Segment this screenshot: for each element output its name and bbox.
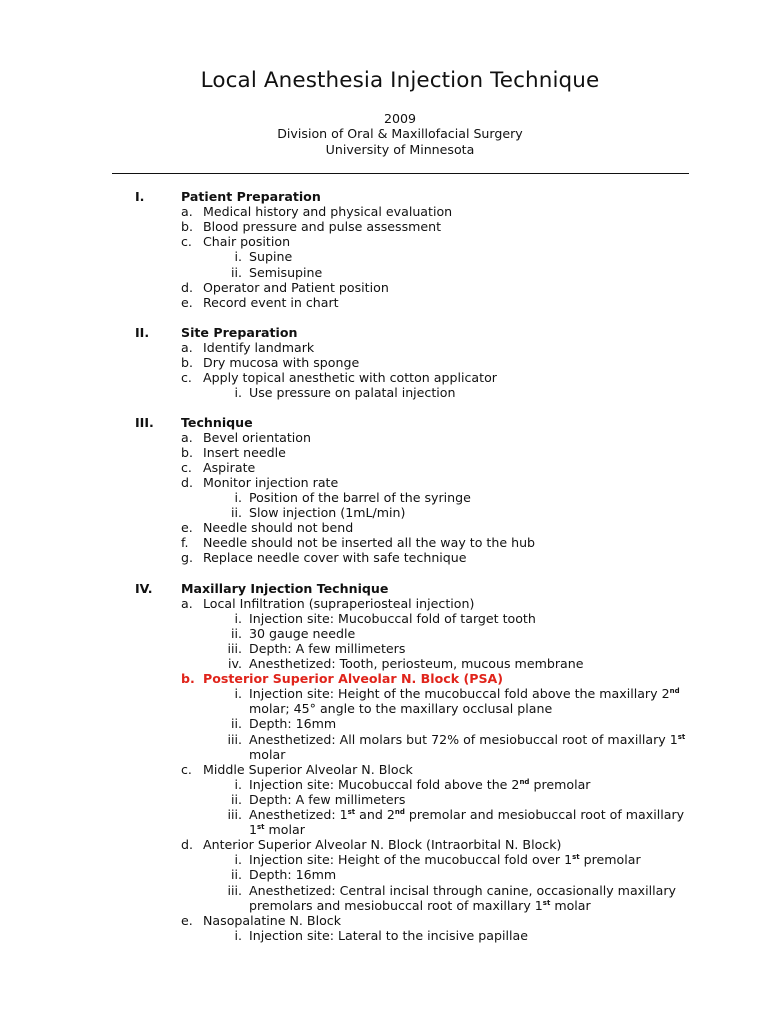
- superscript: st: [257, 823, 265, 832]
- item-marker: d.: [181, 837, 193, 853]
- sub-item-continuation: molar: [249, 746, 286, 762]
- sub-item-marker: i.: [234, 927, 242, 943]
- item-marker: g.: [181, 550, 193, 566]
- item-marker: d.: [181, 474, 193, 490]
- sub-item-text: Depth: 16mm: [249, 716, 337, 732]
- sub-item-text: Injection site: Mucobuccal fold of target tooth: [249, 610, 536, 626]
- sub-item-marker: i.: [234, 686, 242, 702]
- sub-item-text: Depth: 16mm: [249, 867, 337, 883]
- item-text: Needle should not bend: [203, 520, 354, 536]
- sub-item-marker: iii.: [227, 882, 242, 898]
- item-text: Middle Superior Alveolar N. Block: [203, 761, 413, 777]
- item-text: Apply topical anesthetic with cotton applicator: [203, 369, 497, 385]
- sub-item-text: Injection site: Height of the mucobuccal fold over 1st premolar: [249, 852, 641, 868]
- section-numeral: I.: [135, 189, 145, 204]
- item-marker: d.: [181, 279, 193, 295]
- sub-item-continuation: molar; 45° angle to the maxillary occlusal plane: [249, 701, 553, 717]
- item-marker: e.: [181, 294, 193, 310]
- sub-item-text: 30 gauge needle: [249, 625, 356, 641]
- sub-item-marker: ii.: [230, 791, 242, 807]
- university-line: University of Minnesota: [325, 142, 475, 157]
- sub-item-marker: iii.: [227, 731, 242, 747]
- sub-item-marker: i.: [234, 610, 242, 626]
- superscript: st: [677, 732, 686, 741]
- item-marker: a.: [181, 429, 193, 445]
- item-text: Blood pressure and pulse assessment: [203, 219, 442, 235]
- sub-item-marker: i.: [234, 490, 242, 505]
- item-marker: a.: [181, 595, 193, 611]
- sub-item-marker: i.: [234, 852, 242, 868]
- sub-item-text: Use pressure on palatal injection: [249, 384, 456, 400]
- item-text: Insert needle: [203, 444, 286, 460]
- item-marker: b.: [181, 671, 195, 687]
- highlighted-item-text: Posterior Superior Alveolar N. Block (PSA): [203, 671, 504, 687]
- item-text: Medical history and physical evaluation: [203, 204, 453, 220]
- sub-item-text: Position of the barrel of the syringe: [249, 490, 471, 505]
- item-marker: a.: [181, 204, 193, 220]
- sub-item-text: Depth: A few millimeters: [249, 791, 406, 807]
- item-marker: c.: [181, 234, 192, 250]
- section-numeral: II.: [135, 324, 150, 340]
- item-marker: b.: [181, 354, 193, 370]
- sub-item-text: Anesthetized: Tooth, periosteum, mucous membrane: [249, 656, 584, 671]
- section-title: Technique: [181, 414, 253, 430]
- sub-item-text: Injection site: Mucobuccal fold above the 2nd premolar: [249, 776, 591, 792]
- sub-item-text: Semisupine: [249, 264, 323, 280]
- superscript: st: [572, 853, 580, 862]
- page-title: Local Anesthesia Injection Technique: [200, 68, 600, 93]
- item-text: Local Infiltration (supraperiosteal injection): [203, 595, 475, 611]
- item-marker: e.: [181, 520, 193, 536]
- year-line: 2009: [383, 111, 417, 126]
- sub-item-marker: ii.: [230, 625, 242, 641]
- sub-item-text: Supine: [249, 249, 293, 265]
- item-text: Monitor injection rate: [203, 474, 339, 490]
- sub-item-marker: i.: [234, 776, 242, 792]
- superscript: nd: [394, 808, 405, 816]
- item-text: Chair position: [203, 234, 291, 250]
- sub-item-marker: ii.: [230, 867, 242, 883]
- item-text: Replace needle cover with safe technique: [203, 550, 467, 566]
- sub-item-marker: iii.: [227, 640, 242, 656]
- sub-item-marker: iii.: [227, 807, 242, 822]
- item-marker: f.: [181, 535, 189, 551]
- item-text: Bevel orientation: [203, 429, 311, 445]
- sub-item-text: Anesthetized: 1st and 2nd premolar and mesiobuccal root of maxillary: [249, 807, 685, 822]
- item-marker: c.: [181, 761, 192, 777]
- superscript: nd: [669, 687, 680, 696]
- item-text: Record event in chart: [203, 294, 339, 310]
- sub-item-continuation: 1st molar: [249, 822, 305, 838]
- section-title: Maxillary Injection Technique: [181, 580, 389, 596]
- item-text: Aspirate: [203, 459, 256, 475]
- sub-item-text: Injection site: Lateral to the incisive papillae: [249, 927, 528, 943]
- item-text: Anterior Superior Alveolar N. Block (Intraorbital N. Block): [203, 837, 562, 853]
- sub-item-continuation: premolars and mesiobuccal root of maxillary 1st molar: [249, 897, 591, 913]
- section-numeral: IV.: [135, 580, 153, 596]
- item-text: Nasopalatine N. Block: [203, 912, 341, 928]
- item-marker: c.: [181, 459, 192, 475]
- sub-item-text: Anesthetized: Central incisal through canine, occasionally maxillary: [249, 882, 676, 898]
- item-marker: e.: [181, 912, 193, 928]
- superscript: st: [542, 898, 551, 907]
- item-marker: b.: [181, 444, 193, 460]
- sub-item-marker: i.: [234, 384, 242, 400]
- superscript: st: [347, 808, 356, 816]
- sub-item-marker: ii.: [230, 505, 242, 521]
- sub-item-text: Injection site: Height of the mucobuccal fold above the maxillary 2nd: [249, 686, 680, 702]
- sub-item-marker: ii.: [230, 716, 242, 732]
- sub-item-marker: i.: [234, 249, 242, 265]
- sub-item-text: Slow injection (1mL/min): [249, 505, 406, 521]
- superscript: nd: [519, 777, 530, 786]
- sub-item-text: Anesthetized: All molars but 72% of mesiobuccal root of maxillary 1st: [249, 731, 686, 747]
- divider: [112, 173, 689, 174]
- section-title: Site Preparation: [181, 324, 298, 340]
- division-line: Division of Oral & Maxillofacial Surgery: [277, 126, 523, 141]
- item-text: Needle should not be inserted all the way to the hub: [203, 535, 536, 551]
- item-text: Identify landmark: [203, 339, 315, 355]
- section-numeral: III.: [135, 414, 154, 430]
- sub-item-text: Depth: A few millimeters: [249, 640, 406, 656]
- item-text: Dry mucosa with sponge: [203, 354, 360, 370]
- item-marker: c.: [181, 369, 192, 385]
- sub-item-marker: ii.: [230, 264, 242, 280]
- item-marker: b.: [181, 219, 193, 235]
- item-text: Operator and Patient position: [203, 279, 389, 295]
- item-marker: a.: [181, 339, 193, 355]
- sub-item-marker: iv.: [228, 656, 242, 671]
- section-title: Patient Preparation: [181, 189, 321, 204]
